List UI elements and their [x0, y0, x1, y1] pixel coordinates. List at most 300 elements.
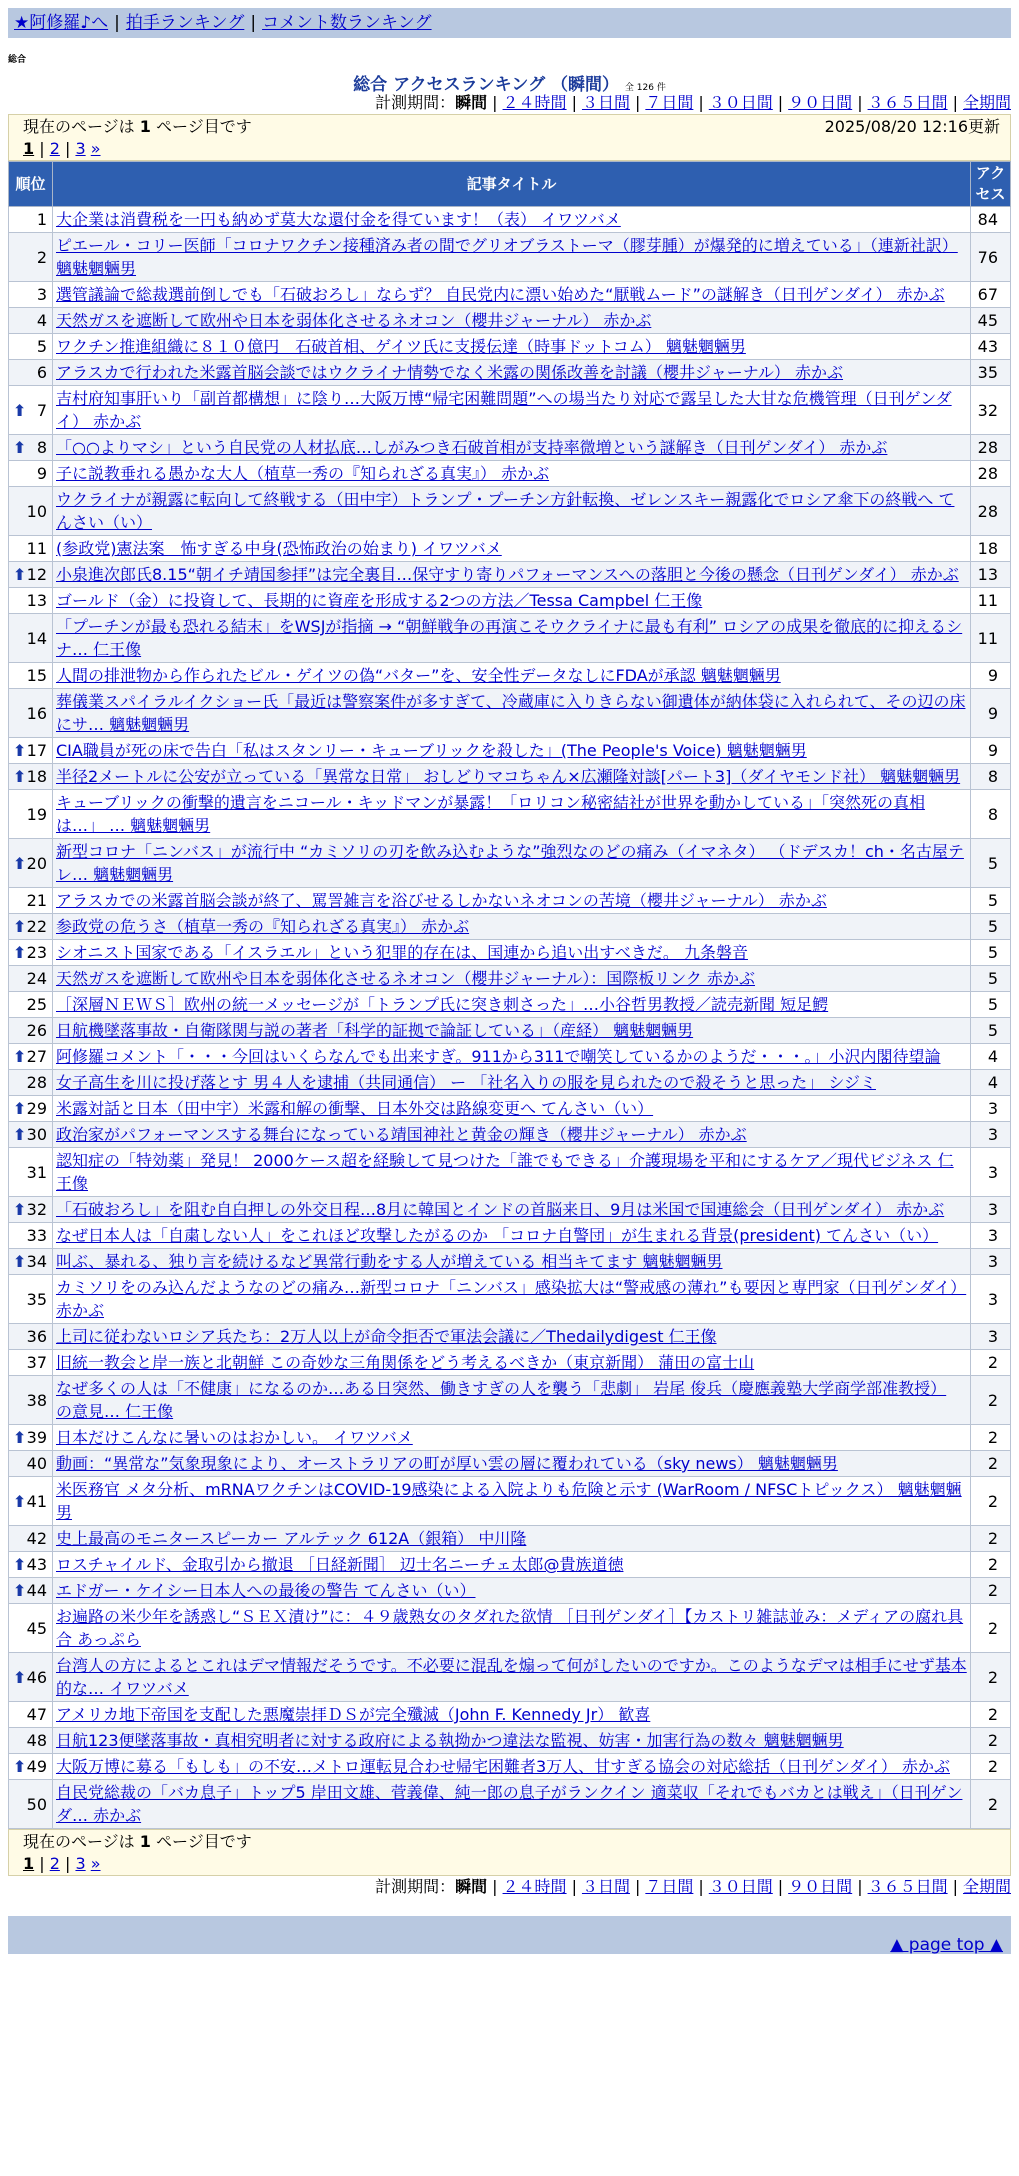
footer-bar: [8, 1916, 1011, 1954]
rank-cell: [9, 764, 53, 790]
rank-up-arrow-icon: ⬆: [13, 1757, 27, 1776]
table-row: [9, 689, 1011, 738]
article-title-link[interactable]: 自民党総裁の「バカ息子」トップ5 岸田文雄、菅義偉、純一郎の息子がランクイン 適菜収「それでもバカとは戦え」（日刊ゲンダ… 赤かぶ: [56, 1783, 963, 1825]
rank-cell: [9, 1526, 53, 1552]
article-title-link[interactable]: 台湾人の方によるとこれはデマ情報だそうです。不必要に混乱を煽って何がしたいのですか。このようなデマは相手にせず基本的な… イワツバメ: [56, 1656, 967, 1698]
rank-number: 31: [26, 1162, 47, 1182]
rank-cell: [9, 1197, 53, 1223]
rank-number: 15: [26, 666, 47, 685]
title-cell: [53, 1376, 971, 1425]
table-row: [9, 1148, 1011, 1197]
article-title-link[interactable]: 認知症の「特効薬」発見！ 2000ケース超を経験して見つけた「誰でもできる」介護現場を平和にするケア／現代ビジネス 仁王像: [56, 1151, 954, 1193]
table-row: [9, 1425, 1011, 1451]
access-count: 5: [971, 1018, 1011, 1044]
article-title-link[interactable]: CIA職員が死の床で告白「私はスタンリー・キューブリックを殺した」(The People's Voice) 魑魅魍魎男: [56, 741, 807, 760]
table-row: [9, 386, 1011, 435]
title-cell: [53, 536, 971, 562]
period-option-link[interactable]: 全期間: [962, 93, 1011, 112]
title-cell: [53, 435, 971, 461]
rank-number: 14: [26, 628, 47, 648]
rank-number: 29: [26, 1099, 47, 1118]
comment-ranking-link[interactable]: コメント数ランキング: [262, 13, 432, 33]
access-count: 3: [971, 1324, 1011, 1350]
rank-cell: [9, 1376, 53, 1425]
page-link[interactable]: 2: [49, 1854, 60, 1873]
rank-number: 1: [36, 210, 47, 229]
rank-cell: [9, 790, 53, 839]
home-link[interactable]: ★阿修羅♪へ: [14, 13, 109, 33]
rank-number: 10: [26, 501, 47, 521]
rank-cell: [9, 888, 53, 914]
page-separator: |: [34, 139, 50, 158]
period-separator: |: [492, 1877, 498, 1896]
article-title-link[interactable]: アメリカ地下帝国を支配した悪魔崇拝ＤＳが完全殲滅（John F. Kennedy Jr） 歓喜: [56, 1705, 651, 1724]
access-count: 8: [971, 790, 1011, 839]
rank-cell: [9, 663, 53, 689]
title-cell: [53, 562, 971, 588]
period-option-link[interactable]: ２４時間: [502, 93, 567, 112]
clap-ranking-link[interactable]: 拍手ランキング: [125, 13, 245, 33]
article-title-link[interactable]: 半径2メートルに公安が立っている「異常な日常」 おしどりマコちゃん×広瀬隆対談[パート3]（ダイヤモンド社） 魑魅魍魎男: [56, 767, 961, 786]
rank-up-arrow-icon: ⬆: [13, 767, 27, 786]
access-count: 11: [971, 614, 1011, 663]
rank-number: 21: [26, 891, 47, 910]
period-separator: |: [857, 93, 863, 112]
rank-number: 16: [26, 703, 47, 723]
rank-number: 11: [26, 539, 47, 558]
article-title-link[interactable]: 女子高生を川に投げ落とす 男４人を逮捕（共同通信） ー 「社名入りの服を見られたので殺そうと思った」 シジミ: [56, 1073, 876, 1092]
next-page-link[interactable]: »: [90, 1854, 101, 1873]
rank-number: 33: [26, 1226, 47, 1245]
title-cell: [53, 689, 971, 738]
table-row: [9, 1070, 1011, 1096]
article-title-link[interactable]: 大企業は消費税を一円も納めず莫大な還付金を得ています！（表） イワツバメ: [56, 210, 621, 229]
table-row: [9, 1702, 1011, 1728]
period-separator: |: [634, 1877, 641, 1896]
rank-number: 47: [26, 1705, 47, 1724]
title-cell: [53, 233, 971, 282]
period-option-link[interactable]: ３６５日間: [867, 1877, 948, 1896]
table-row: [9, 888, 1011, 914]
table-row: [9, 940, 1011, 966]
rank-cell: [9, 1780, 53, 1829]
table-row: [9, 992, 1011, 1018]
article-title-link[interactable]: 叫ぶ、暴れる、独り言を続けるなど異常行動をする人が増えている 相当キてます 魑魅魍魎男: [56, 1252, 723, 1271]
access-count: 43: [971, 334, 1011, 360]
rank-cell: [9, 308, 53, 334]
rank-number: 3: [36, 285, 47, 304]
title-cell: [53, 308, 971, 334]
article-title-link[interactable]: シオニスト国家である「イスラエル」という犯罪的存在は、国連から追い出すべきだ。 九条磐音: [56, 943, 748, 962]
article-title-link[interactable]: カミソリをのみ込んだようなのどの痛み…新型コロナ「ニンバス」感染拡大は“警戒感の薄れ”も要因と専門家（日刊ゲンダイ） 赤かぶ: [56, 1278, 967, 1320]
table-row: [9, 1578, 1011, 1604]
rank-number: 8: [36, 438, 47, 457]
access-count: 9: [971, 689, 1011, 738]
nav-separator: |: [114, 13, 120, 33]
access-count: 9: [971, 663, 1011, 689]
access-count: 32: [971, 386, 1011, 435]
rank-up-arrow-icon: ⬆: [13, 1200, 27, 1219]
rank-up-arrow-icon: ⬆: [13, 1252, 27, 1271]
page-top-link[interactable]: ▲ page top ▲: [890, 1935, 1003, 1955]
article-title-link[interactable]: 政治家がパフォーマンスする舞台になっている靖国神社と黄金の輝き（櫻井ジャーナル） 赤かぶ: [56, 1125, 747, 1144]
access-count: 2: [971, 1780, 1011, 1829]
rank-number: 17: [26, 741, 47, 760]
title-cell: [53, 764, 971, 790]
article-title-link[interactable]: (参政党)憲法案 怖すぎる中身(恐怖政治の始まり) イワツバメ: [56, 539, 502, 558]
title-cell: [53, 487, 971, 536]
rank-cell: [9, 1096, 53, 1122]
next-page-link[interactable]: »: [90, 139, 101, 158]
article-title-link[interactable]: 旧統一教会と岸一族と北朝鮮 この奇妙な三角関係をどう考えるべきか（東京新聞） 蒲田の富士山: [56, 1353, 755, 1372]
article-title-link[interactable]: ピエール・コリー医師「コロナワクチン接種済み者の間でグリオブラストーマ（膠芽腫）が爆発的に増えている」（連新社訳） 魑魅魍魎男: [56, 236, 958, 278]
rank-number: 44: [26, 1581, 47, 1600]
rank-number: 18: [26, 767, 47, 786]
period-option-link[interactable]: ３日間: [581, 93, 630, 112]
access-count: 8: [971, 764, 1011, 790]
updated-time: 2025/08/20 12:16更新: [824, 117, 1000, 136]
access-count: 11: [971, 588, 1011, 614]
title-cell: [53, 1197, 971, 1223]
title-cell: [53, 1754, 971, 1780]
article-title-link[interactable]: 米露対話と日本（田中宇）米露和解の衝撃、日本外交は路線変更へ てんさい（い）: [56, 1099, 654, 1118]
rank-number: 35: [26, 1289, 47, 1309]
period-option-link[interactable]: 全期間: [962, 1877, 1011, 1896]
rank-cell: [9, 1223, 53, 1249]
period-option-link[interactable]: ３０日間: [708, 93, 773, 112]
article-title-link[interactable]: 子に説教垂れる愚かな大人（植草一秀の『知られざる真実』） 赤かぶ: [56, 464, 550, 483]
article-title-link[interactable]: アラスカでの米露首脳会談が終了、罵詈雑言を浴びせるしかないネオコンの苦境（櫻井ジャーナル） 赤かぶ: [56, 891, 827, 910]
rank-cell: [9, 966, 53, 992]
title-cell: [53, 461, 971, 487]
article-title-link[interactable]: アラスカで行われた米露首脳会談ではウクライナ情勢でなく米露の関係改善を討議（櫻井ジャーナル） 赤かぶ: [56, 363, 844, 382]
article-title-link[interactable]: なぜ多くの人は「不健康」になるのか…ある日突然、働きすぎの人を襲う「悲劇」 岩尾 俊兵（慶應義塾大学商学部准教授） の意見… 仁王像: [56, 1379, 947, 1421]
rank-number: 20: [26, 853, 47, 873]
article-title-link[interactable]: ゴールド（金）に投資して、長期的に資産を形成する2つの方法／Tessa Campbel 仁王像: [56, 591, 703, 610]
article-title-link[interactable]: ウクライナが親露に転向して終戦する（田中宇）トランプ・プーチン方針転換、ゼレンスキー親露化でロシア傘下の終戦へ てんさい（い）: [56, 490, 955, 532]
article-title-link[interactable]: ロスチャイルド、金取引から撤退 ［日経新聞］ 辺士名ニーチェ太郎@貴族道徳: [56, 1555, 624, 1574]
period-label: 計測期間：: [375, 1877, 456, 1896]
article-title-link[interactable]: 天然ガスを遮断して欧州や日本を弱体化させるネオコン（櫻井ジャーナル）：国際板リンク 赤かぶ: [56, 969, 756, 988]
table-row: [9, 790, 1011, 839]
rank-number: 2: [36, 247, 47, 267]
access-count: 28: [971, 435, 1011, 461]
rank-cell: [9, 435, 53, 461]
title-cell: [53, 588, 971, 614]
article-title-link[interactable]: 「石破おろし」を阻む自白押しの外交日程…8月に韓国とインドの首脳来日、9月は米国で国連総会（日刊ゲンダイ） 赤かぶ: [56, 1200, 945, 1219]
title-cell: [53, 1249, 971, 1275]
table-row: [9, 1350, 1011, 1376]
period-option-link[interactable]: ７日間: [645, 1877, 694, 1896]
access-count: 3: [971, 1096, 1011, 1122]
rank-cell: [9, 282, 53, 308]
rank-cell: [9, 207, 53, 233]
article-title-link[interactable]: 上司に従わないロシア兵たち：2万人以上が命令拒否で軍法会議に／Thedailydigest 仁王像: [56, 1327, 717, 1346]
access-count: 45: [971, 308, 1011, 334]
page-separator: |: [34, 1854, 50, 1873]
access-count: 84: [971, 207, 1011, 233]
article-title-link[interactable]: 日航機墜落事故・自衛隊関与説の著者「科学的証拠で論証している」（産経） 魑魅魍魎男: [56, 1021, 694, 1040]
table-row: [9, 1728, 1011, 1754]
title-cell: [53, 614, 971, 663]
rank-cell: [9, 1451, 53, 1477]
access-count: 2: [971, 1350, 1011, 1376]
rank-number: 50: [26, 1794, 47, 1814]
rank-cell: [9, 1702, 53, 1728]
period-option-link[interactable]: ２４時間: [502, 1877, 567, 1896]
title-cell: [53, 207, 971, 233]
rank-number: 36: [26, 1327, 47, 1346]
rank-number: 9: [36, 464, 47, 483]
total-count: 全 126 件: [624, 83, 666, 93]
access-count: 3: [971, 1249, 1011, 1275]
rank-cell: [9, 689, 53, 738]
period-current: 瞬間: [455, 1877, 488, 1896]
period-option-link[interactable]: ９０日間: [788, 93, 853, 112]
rank-number: 22: [26, 917, 47, 936]
rank-number: 12: [26, 565, 47, 584]
rank-up-arrow-icon: ⬆: [13, 1125, 27, 1144]
rank-number: 45: [26, 1618, 47, 1638]
col-rank-header: 順位: [9, 162, 53, 207]
title-cell: [53, 1604, 971, 1653]
title-cell: [53, 888, 971, 914]
page-separator: |: [59, 1854, 76, 1873]
article-title-link[interactable]: 大阪万博に募る「もしも」の不安…メトロ運転見合わせ帰宅困難者3万人、甘すぎる協会の対応総括（日刊ゲンダイ） 赤かぶ: [56, 1757, 950, 1776]
article-title-link[interactable]: 日航123便墜落事故・真相究明者に対する政府による執拗かつ違法な監視、妨害・加害行為の数々 魑魅魍魎男: [56, 1731, 844, 1750]
page-title: [8, 70, 1011, 95]
period-selector: [8, 92, 1011, 114]
rank-number: 49: [26, 1757, 47, 1776]
title-cell: [53, 1324, 971, 1350]
period-option-link[interactable]: ３日間: [581, 1877, 630, 1896]
access-count: 2: [971, 1376, 1011, 1425]
rank-cell: [9, 738, 53, 764]
article-title-link[interactable]: 阿修羅コメント「・・・今回はいくらなんでも出来すぎ。911から311で嘲笑しているかのようだ・・・。」小沢内閣待望論: [56, 1047, 941, 1066]
title-cell: [53, 663, 971, 689]
col-access-header: アクセス: [971, 162, 1011, 207]
rank-cell: [9, 992, 53, 1018]
access-count: 4: [971, 1044, 1011, 1070]
page-current: 1: [23, 139, 35, 158]
period-option-link[interactable]: ３０日間: [708, 1877, 773, 1896]
rank-up-arrow-icon: ⬆: [13, 1555, 27, 1574]
page-link[interactable]: 3: [75, 1854, 86, 1873]
rank-cell: [9, 386, 53, 435]
title-cell: [53, 1578, 971, 1604]
access-count: 2: [971, 1552, 1011, 1578]
access-count: 2: [971, 1728, 1011, 1754]
table-row: [9, 207, 1011, 233]
rank-number: 26: [26, 1021, 47, 1040]
table-row: [9, 1324, 1011, 1350]
rank-cell: [9, 614, 53, 663]
article-title-link[interactable]: 日本だけこんなに暑いのはおかしい。 イワツバメ: [56, 1428, 413, 1447]
rank-number: 24: [26, 969, 47, 988]
rank-up-arrow-icon: ⬆: [13, 1047, 27, 1066]
period-option-link[interactable]: ３６５日間: [867, 93, 948, 112]
title-cell: [53, 334, 971, 360]
table-row: [9, 334, 1011, 360]
table-row: [9, 1526, 1011, 1552]
rank-number: 6: [36, 363, 47, 382]
page-status: 現在のページは 1 ページ目です: [23, 1832, 252, 1851]
table-row: [9, 966, 1011, 992]
title-cell: [53, 1275, 971, 1324]
table-row: [9, 308, 1011, 334]
top-nav-bar: [8, 8, 1011, 38]
access-count: 2: [971, 1653, 1011, 1702]
table-row: [9, 233, 1011, 282]
ranking-table: [8, 161, 1011, 1829]
article-title-link[interactable]: ワクチン推進組織に８１０億円 石破首相、ゲイツ氏に支援伝達（時事ドットコム） 魑魅魍魎男: [56, 337, 746, 356]
access-count: 76: [971, 233, 1011, 282]
rank-cell: [9, 940, 53, 966]
table-row: [9, 1275, 1011, 1324]
table-row: [9, 487, 1011, 536]
rank-cell: [9, 1249, 53, 1275]
title-cell: [53, 282, 971, 308]
article-title-link[interactable]: 「プーチンが最も恐れる結末」をWSJが指摘 → “朝鮮戦争の再演こそウクライナに最も有利” ロシアの成果を徹底的に抑えるシナ… 仁王像: [56, 617, 963, 659]
access-count: 3: [971, 1148, 1011, 1197]
rank-cell: [9, 1552, 53, 1578]
page-link[interactable]: 3: [75, 139, 86, 158]
title-cell: [53, 992, 971, 1018]
title-cell: [53, 386, 971, 435]
access-count: 18: [971, 536, 1011, 562]
period-current: 瞬間: [455, 93, 488, 112]
title-cell: [53, 1148, 971, 1197]
pagination: [23, 1852, 1000, 1875]
table-row: [9, 1653, 1011, 1702]
table-row: [9, 360, 1011, 386]
table-row: [9, 1197, 1011, 1223]
rank-cell: [9, 1604, 53, 1653]
rank-number: 13: [26, 591, 47, 610]
access-count: 28: [971, 487, 1011, 536]
article-title-link[interactable]: お遍路の米少年を誘惑し“ＳＥＸ漬け”に：４９歳熟女のタダれた欲情 ［日刊ゲンダイ］【カストリ雑誌並み：メディアの腐れ具合 あっぷら: [56, 1607, 964, 1649]
period-separator: |: [571, 93, 577, 112]
table-row: [9, 914, 1011, 940]
rank-number: 37: [26, 1353, 47, 1372]
table-row: [9, 1018, 1011, 1044]
title-cell: [53, 1477, 971, 1526]
table-row: [9, 1376, 1011, 1425]
access-count: 67: [971, 282, 1011, 308]
title-cell: [53, 1526, 971, 1552]
page-link[interactable]: 2: [49, 139, 60, 158]
table-row: [9, 461, 1011, 487]
rank-cell: [9, 1275, 53, 1324]
rank-number: 27: [26, 1047, 47, 1066]
table-row: [9, 1780, 1011, 1829]
period-selector: [8, 1876, 1011, 1898]
rank-cell: [9, 1044, 53, 1070]
article-title-link[interactable]: 吉村府知事肝いり「副首都構想」に陰り…大阪万博“帰宅困難問題”への場当たり対応で露呈した大甘な危機管理（日刊ゲンダイ） 赤かぶ: [56, 389, 952, 431]
access-count: 5: [971, 914, 1011, 940]
article-title-link[interactable]: 動画：“異常な”気象現象により、オーストラリアの町が厚い雲の層に覆われている（sky news） 魑魅魍魎男: [56, 1454, 838, 1473]
article-title-link[interactable]: 「○○よりマシ」という自民党の人材払底…しがみつき石破首相が支持率微増という謎解き（日刊ゲンダイ） 赤かぶ: [56, 438, 888, 457]
article-title-link[interactable]: 天然ガスを遮断して欧州や日本を弱体化させるネオコン（櫻井ジャーナル） 赤かぶ: [56, 311, 652, 330]
rank-number: 32: [26, 1200, 47, 1219]
rank-number: 5: [36, 337, 47, 356]
article-title-link[interactable]: 葬儀業スパイラルイクショー氏「最近は警察案件が多すぎて、冷蔵庫に入りきらない御遺体が納体袋に入れられて、その辺の床にサ… 魑魅魍魎男: [56, 692, 966, 734]
rank-cell: [9, 1728, 53, 1754]
access-count: 2: [971, 1604, 1011, 1653]
title-cell: [53, 1070, 971, 1096]
title-cell: [53, 1653, 971, 1702]
rank-up-arrow-icon: ⬆: [13, 917, 27, 936]
title-cell: [53, 1096, 971, 1122]
access-count: 3: [971, 1275, 1011, 1324]
rank-up-arrow-icon: ⬆: [13, 1428, 27, 1447]
rank-cell: [9, 562, 53, 588]
rank-cell: [9, 1018, 53, 1044]
article-title-link[interactable]: ［深層ＮＥＷＳ］欧州の統一メッセージが「トランプ氏に突き刺さった」…小谷哲男教授／読売新聞 短足鰐: [56, 995, 829, 1014]
rank-number: 41: [26, 1491, 47, 1511]
table-row: [9, 614, 1011, 663]
access-count: 4: [971, 1070, 1011, 1096]
table-row: [9, 1223, 1011, 1249]
rank-number: 34: [26, 1252, 47, 1271]
table-row: [9, 1604, 1011, 1653]
period-separator: |: [571, 1877, 577, 1896]
access-count: 3: [971, 1122, 1011, 1148]
table-row: [9, 1096, 1011, 1122]
article-title-link[interactable]: 選管議論で総裁選前倒しでも「石破おろし」ならず？ 自民党内に漂い始めた“厭戦ムード”の謎解き（日刊ゲンダイ） 赤かぶ: [56, 285, 945, 304]
access-count: 9: [971, 738, 1011, 764]
article-title-link[interactable]: 小泉進次郎氏8.15“朝イチ靖国参拝”は完全裏目…保守すり寄りパフォーマンスへの落胆と今後の懸念（日刊ゲンダイ） 赤かぶ: [56, 565, 959, 584]
article-title-link[interactable]: 史上最高のモニタースピーカー アルテック 612A（銀箱） 中川隆: [56, 1529, 527, 1548]
rank-up-arrow-icon: ⬆: [13, 1491, 27, 1511]
rank-cell: [9, 839, 53, 888]
rank-cell: [9, 914, 53, 940]
title-cell: [53, 738, 971, 764]
period-option-link[interactable]: ７日間: [645, 93, 694, 112]
period-separator: |: [857, 1877, 863, 1896]
article-title-link[interactable]: なぜ日本人は「自粛しない人」をこれほど攻撃したがるのか 「コロナ自警団」が生まれる背景(president) てんさい（い）: [56, 1226, 939, 1245]
article-title-link[interactable]: 新型コロナ「ニンバス」が流行中 “カミソリの刃を飲み込むような”強烈なのどの痛み（イマネタ） （ドデスカ！ch・名古屋テレ… 魑魅魍魎男: [56, 842, 964, 884]
title-cell: [53, 1451, 971, 1477]
page-current: 1: [23, 1854, 35, 1873]
period-option-link[interactable]: ９０日間: [788, 1877, 853, 1896]
access-count: 2: [971, 1526, 1011, 1552]
article-title-link[interactable]: 米医務官 メタ分析、mRNAワクチンはCOVID-19感染による入院よりも危険と示す (WarRoom / NFSCトピックス） 魑魅魍魎男: [56, 1480, 962, 1522]
access-count: 2: [971, 1754, 1011, 1780]
rank-number: 38: [26, 1390, 47, 1410]
table-row: [9, 435, 1011, 461]
rank-cell: [9, 1324, 53, 1350]
title-cell: [53, 1728, 971, 1754]
period-separator: |: [777, 1877, 784, 1896]
rank-cell: [9, 461, 53, 487]
table-row: [9, 1249, 1011, 1275]
table-row: [9, 536, 1011, 562]
rank-number: 39: [26, 1428, 47, 1447]
article-title-link[interactable]: キューブリックの衝撃的遺言をニコール・キッドマンが暴露！「ロリコン秘密結社が世界を動かしている」「突然死の真相は…」 … 魑魅魍魎男: [56, 793, 925, 835]
article-title-link[interactable]: 人間の排泄物から作られたビル・ゲイツの偽“バター”を、安全性データなしにFDAが承認 魑魅魍魎男: [56, 666, 781, 685]
access-count: 2: [971, 1477, 1011, 1526]
access-count: 3: [971, 1223, 1011, 1249]
table-row: [9, 738, 1011, 764]
rank-cell: [9, 487, 53, 536]
rank-cell: [9, 334, 53, 360]
rank-number: 19: [26, 804, 47, 824]
table-row: [9, 1552, 1011, 1578]
article-title-link[interactable]: エドガー・ケイシー日本人への最後の警告 てんさい（い）: [56, 1581, 476, 1600]
page-status: 現在のページは 1 ページ目です: [23, 117, 252, 136]
article-title-link[interactable]: 参政党の危うさ（植草一秀の『知られざる真実』） 赤かぶ: [56, 917, 470, 936]
